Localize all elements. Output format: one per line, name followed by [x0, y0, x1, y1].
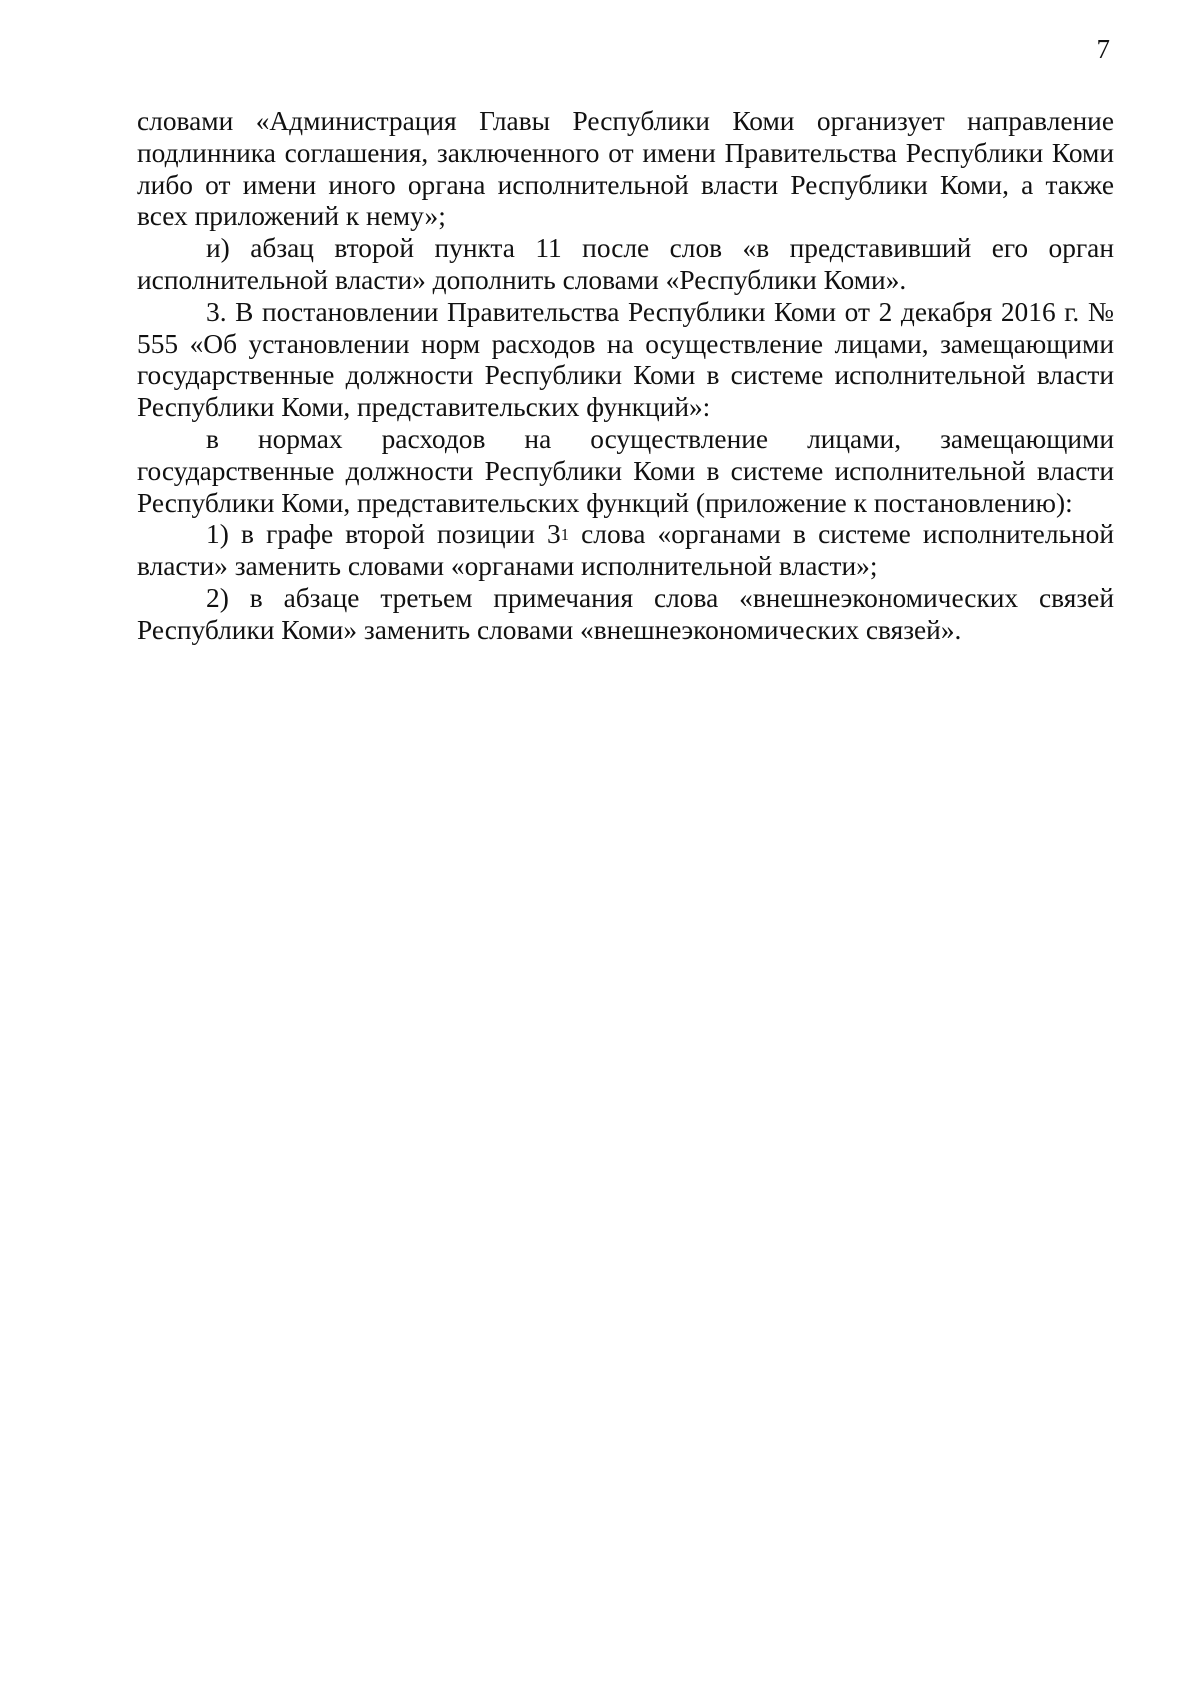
paragraph-item-i: и) абзац второй пункта 11 после слов «в представивший его орган исполнительной власти» дополнить словами «Республики Коми».: [137, 233, 1114, 295]
paragraph-item-1: [137, 519, 1114, 583]
page-number: 7: [1096, 34, 1110, 64]
item-1-text-before: 1) в графе второй позиции 3: [206, 519, 561, 550]
paragraph-section-3: 3. В постановлении Правительства Республики Коми от 2 декабря 2016 г. № 555 «Об установлении норм расходов на осуществление лицами, замещающими государственные должности Республики Коми в системе исполнительной власти Республики Коми, представительских функций»:: [137, 296, 1114, 423]
paragraph-continuation: словами «Администрация Главы Республики Коми организует направление подлинника соглашения, заключенного от имени Правительства Республики Коми либо от имени иного органа исполнительной власти Республики Коми, а также всех приложений к нему»;: [137, 106, 1114, 232]
paragraph-item-2: 2) в абзаце третьем примечания слова «внешнеэкономических связей Республики Коми» заменить словами «внешнеэкономических связей».: [137, 582, 1114, 645]
paragraph-norms: в нормах расходов на осуществление лицами, замещающими государственные должности Республики Коми в системе исполнительной власти Республики Коми, представительских функций (приложение к постановлению):: [137, 423, 1114, 518]
item-1-text-after: слова «органами в системе исполнительной власти» заменить словами «органами исполнительной власти»;: [137, 519, 1114, 582]
document-body: [137, 106, 1114, 647]
position-superscript: 1: [560, 525, 569, 545]
